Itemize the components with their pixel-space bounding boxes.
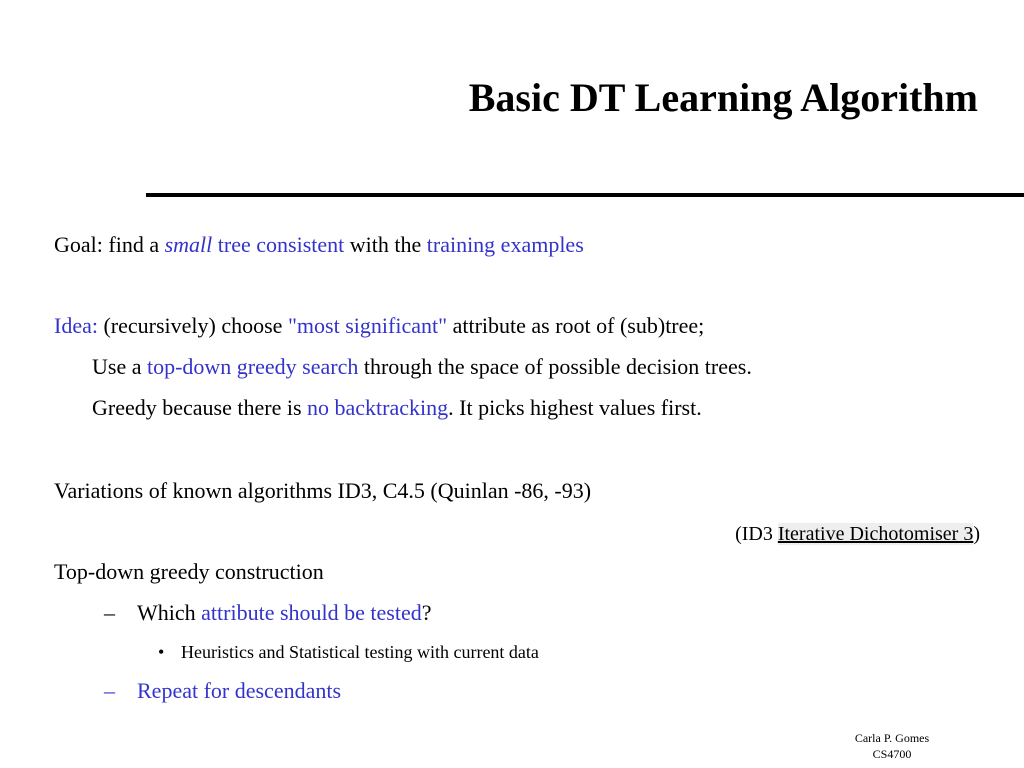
repeat-dash: – [104, 678, 115, 703]
idea-text-1: (recursively) choose [97, 313, 288, 338]
goal-line [54, 232, 584, 258]
use-line [92, 354, 752, 380]
idea-line [54, 313, 704, 339]
goal-training-examples: training examples [426, 232, 584, 257]
which-dash: – [104, 600, 115, 625]
which-suffix: ? [421, 600, 432, 625]
id3-open: (ID3 [735, 523, 778, 545]
footer [836, 730, 948, 762]
title-divider [146, 193, 1024, 197]
which-line [137, 600, 431, 626]
slide-title: Basic DT Learning Algorithm [468, 75, 978, 120]
topdown-line: Top-down greedy construction [54, 559, 324, 584]
idea-text-2: attribute as root of (sub)tree; [447, 313, 705, 338]
heuristics-line: Heuristics and Statistical testing with current data [181, 642, 539, 662]
greedy-line [92, 395, 702, 421]
repeat-line: Repeat for descendants [137, 678, 342, 703]
footer-course: CS4700 [872, 747, 912, 761]
goal-tree-consistent: tree consistent [217, 232, 345, 257]
use-suffix: through the space of possible decision trees. [358, 354, 752, 379]
greedy-no-backtracking: no backtracking [307, 395, 449, 420]
variations-line: Variations of known algorithms ID3, C4.5 (Quinlan -86, -93) [54, 478, 592, 503]
use-prefix: Use a [92, 354, 147, 379]
which-prefix: Which [137, 600, 202, 625]
id3-name: Iterative Dichotomiser 3 [777, 523, 974, 545]
idea-label: Idea: [54, 313, 98, 338]
goal-small: small [164, 232, 213, 257]
idea-most-significant: "most significant" [287, 313, 448, 338]
id3-note [735, 522, 980, 546]
footer-author: Carla P. Gomes [854, 731, 930, 745]
use-search: top-down greedy search [146, 354, 359, 379]
heuristics-bullet: • [158, 642, 165, 662]
goal-with-the: with the [344, 232, 427, 257]
greedy-suffix: . It picks highest values first. [448, 395, 702, 420]
greedy-prefix: Greedy because there is [92, 395, 308, 420]
goal-prefix: Goal: find a [54, 232, 165, 257]
id3-close: ) [973, 523, 980, 545]
which-attribute: attribute should be tested [201, 600, 422, 625]
